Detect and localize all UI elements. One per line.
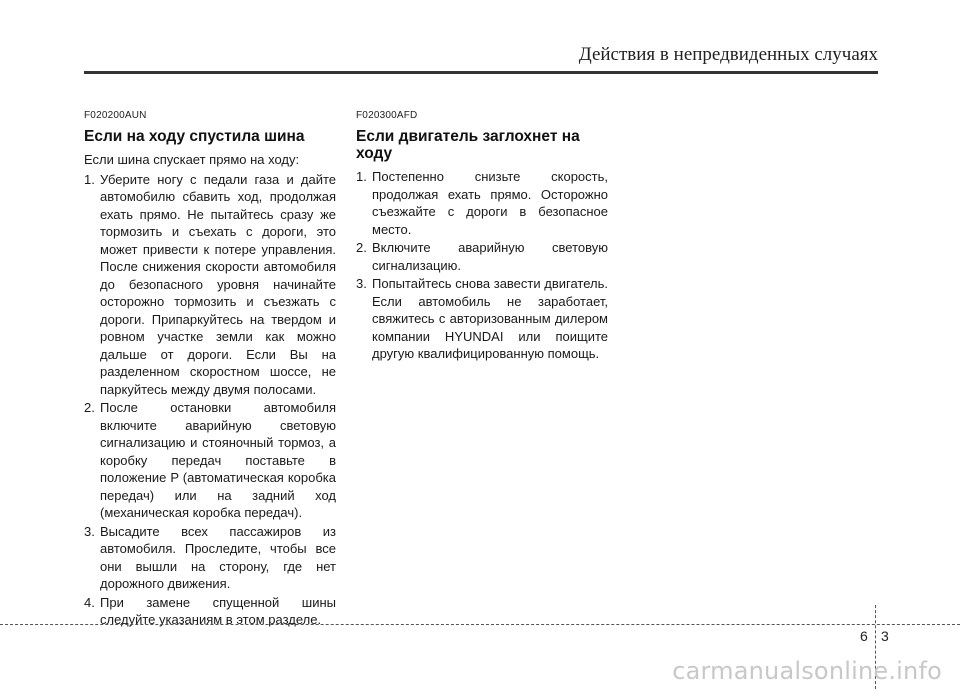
left-column xyxy=(84,110,336,630)
instruction-list xyxy=(84,171,336,629)
page-header-title: Действия в непредвиденных случаях xyxy=(578,44,878,65)
item-number: 3. xyxy=(84,523,95,539)
item-text: Постепенно снизьте скорость, продолжая ехать прямо. Осторожно съезжайте с дороги в безопасное место. xyxy=(372,169,608,237)
section-code: F020300AFD xyxy=(356,110,418,121)
watermark: carmanualsonline.info xyxy=(672,657,942,685)
footer-dashed-line xyxy=(0,624,960,625)
section-heading: Если двигатель заглохнет на ходу xyxy=(356,128,580,162)
list-item xyxy=(356,168,608,238)
item-number: 2. xyxy=(84,400,95,415)
chapter-number: 6 xyxy=(860,628,868,644)
item-text: После остановки автомобиля включите аварийную световую сигнализацию и стояночный тормоз, а коробку передач поставьте в положение P (автоматическая коробка передач) или на задний ход (механическая коробка передач). xyxy=(100,400,336,520)
item-text: Высадите всех пассажиров из автомобиля. Проследите, чтобы все они вышли на сторону, где нет дорожного движения. xyxy=(100,523,336,591)
list-item xyxy=(356,275,608,363)
section-heading: Если на ходу спустила шина xyxy=(84,128,305,145)
section-code: F020200AUN xyxy=(84,110,147,121)
right-column xyxy=(356,110,608,364)
section-intro: Если шина спускает прямо на ходу: xyxy=(84,152,300,167)
list-item xyxy=(84,399,336,522)
header-rule xyxy=(84,71,878,74)
item-number: 3. xyxy=(356,276,367,291)
item-number: 1. xyxy=(84,171,95,187)
item-text: Уберите ногу с педали газа и дайте автомобилю сбавить ход, продолжая ехать прямо. Не пытайтесь сразу же тормозить и съехать с дороги, это может привести к потере управления. После снижения скорости автомобиля до безопасного уровня начинайте осторожно тормозить и съезжать с дороги. Припаркуйтесь на твердом и ровном участке земли как можно дальше от дороги. Если Вы на разделенном скоростном шоссе, не паркуйтесь между двумя полосами. xyxy=(100,171,336,397)
instruction-list xyxy=(356,168,608,363)
page-number: 3 xyxy=(881,628,889,644)
item-text: Включите аварийную световую сигнализацию. xyxy=(372,240,608,273)
item-number: 4. xyxy=(84,594,95,610)
list-item xyxy=(84,523,336,593)
list-item xyxy=(84,171,336,399)
item-number: 2. xyxy=(356,240,367,255)
item-text: При замене спущенной шины следуйте указаниям в этом разделе. xyxy=(100,594,336,627)
item-number: 1. xyxy=(356,169,367,184)
item-text: Попытайтесь снова завести двигатель. Если автомобиль не заработает, свяжитесь с авторизованным дилером компании HYUNDAI или поищите другую квалифицированную помощь. xyxy=(372,276,608,361)
list-item xyxy=(356,239,608,274)
